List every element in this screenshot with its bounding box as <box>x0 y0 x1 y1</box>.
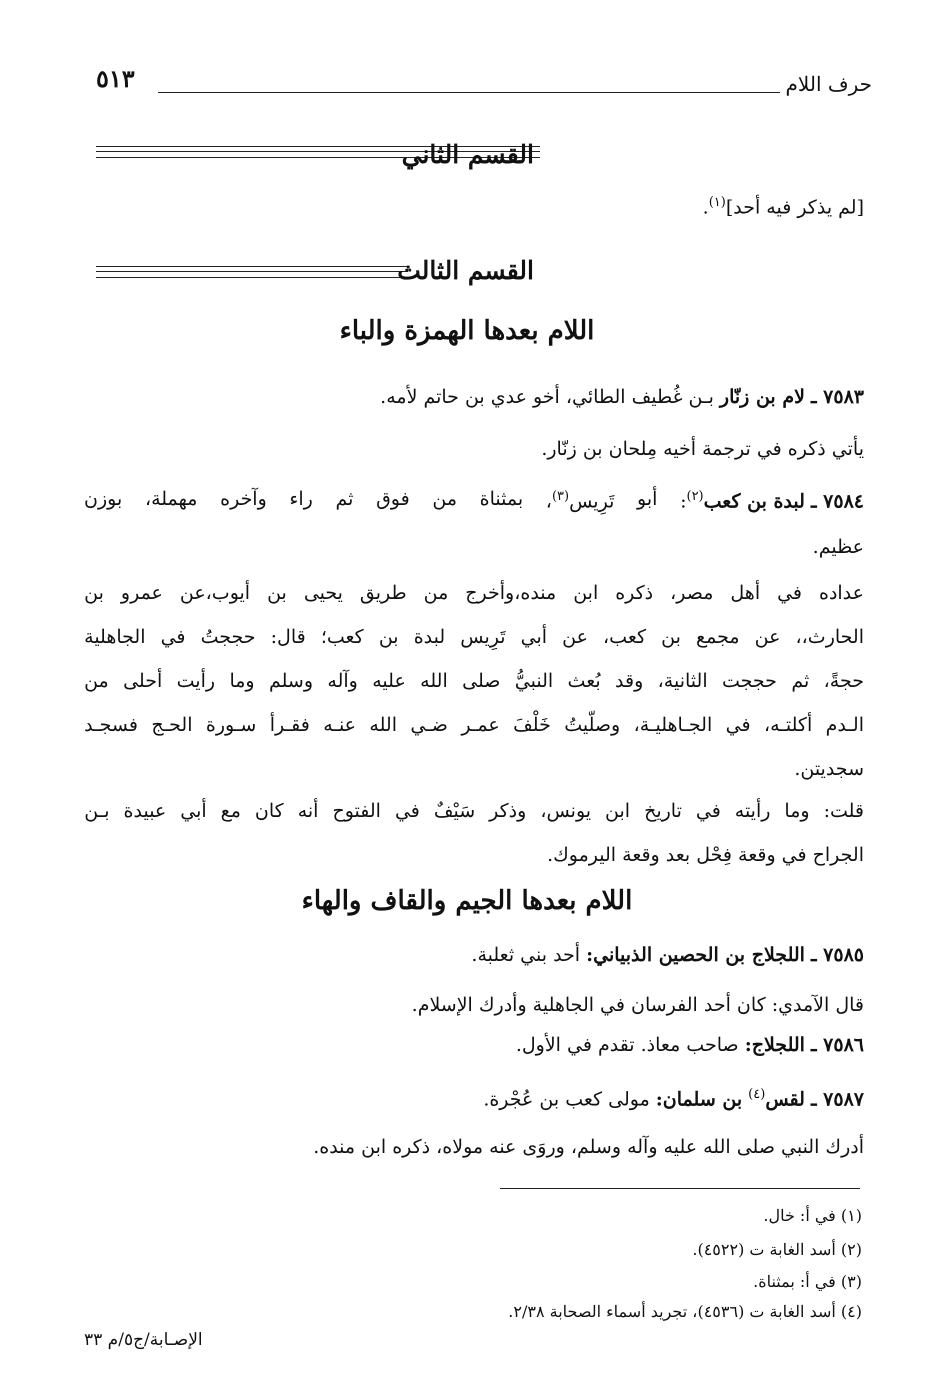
entry-head <box>680 490 864 511</box>
word: أهل <box>730 582 761 604</box>
entry-number: ٧٥٨٣ ـ <box>810 386 864 408</box>
word: أيوب،عن <box>179 582 251 604</box>
word: حجةً، <box>823 670 864 692</box>
footnote-4: (٤) أسد الغابة ت (٤٥٣٦)، تجريد أسماء الصحابة ٢/٣٨. <box>508 1302 862 1321</box>
word: أبي <box>520 626 548 648</box>
word: سـورة <box>205 714 257 736</box>
subtitle-hamza-baa: اللام بعدها الهمزة والباء <box>339 316 595 346</box>
word: عمرو <box>120 582 163 604</box>
word: في <box>777 582 802 604</box>
word: ثم <box>791 670 810 692</box>
entry-7585-line2: قال الآمدي: كان أحد الفرسان في الجاهلية وأدرك الإسلام. <box>411 994 864 1016</box>
word: حججتُ <box>200 626 256 648</box>
entry-name: اللجلاج: <box>744 1034 805 1056</box>
word: وذكر <box>489 800 527 822</box>
word: الحارث،، <box>795 626 864 648</box>
word: ابن <box>605 800 631 822</box>
word: كعب، <box>603 626 647 648</box>
word: منده،وأخرج <box>465 582 557 604</box>
word: الجاهلية <box>84 626 146 648</box>
word: فوق <box>376 488 410 510</box>
word: وآخره <box>220 488 267 510</box>
entry-7584-line2: عظيم. <box>812 536 864 558</box>
word: أكلتـه، <box>763 714 813 736</box>
entry-name: لقس <box>765 1088 805 1111</box>
word: وما <box>229 670 255 692</box>
entry-7583-line2: يأتي ذكره في ترجمة أخيه مِلحان بن زنّار. <box>541 438 864 460</box>
entry-text: مولى كعب بن عُجْرة. <box>483 1088 650 1111</box>
word: رأيت <box>176 670 216 692</box>
word: مصر، <box>670 582 714 604</box>
entry-7587-line2: أدرك النبي صلى الله عليه وآله وسلم، وروَى عنه مولاه، ذكره ابن منده. <box>313 1136 864 1158</box>
entry-text: صاحب معاذ. تقدم في الأول. <box>515 1034 739 1056</box>
header-rule <box>158 92 780 93</box>
word: حججت <box>722 670 777 692</box>
footnote-ref: (٣) <box>551 489 570 504</box>
word: بن <box>267 582 287 604</box>
word: مع <box>220 800 241 822</box>
word: من <box>423 582 449 604</box>
word: قلت: <box>823 800 864 822</box>
entry-number: ٧٥٨٦ ـ <box>810 1034 864 1056</box>
section3-rule <box>96 266 408 278</box>
word: بن <box>84 582 104 604</box>
word: ضـي <box>410 714 448 736</box>
word: وصلّيتُ <box>564 714 621 736</box>
word: عنـه <box>323 714 357 736</box>
entry-number: ٧٥٨٥ ـ <box>810 944 864 966</box>
word: مجمع <box>696 626 740 648</box>
word: الله <box>369 714 397 736</box>
entry-name: لبدة بن كعب <box>703 490 805 513</box>
word: أبي <box>180 800 207 822</box>
footnote-ref: (٤) <box>748 1087 766 1102</box>
word: أبو <box>637 488 658 510</box>
footnote-rule <box>500 1188 860 1189</box>
word: وآله <box>327 670 358 692</box>
word <box>546 490 615 511</box>
paragraph-line <box>84 672 864 691</box>
section2-note <box>703 196 864 217</box>
page-number: ٥١٣ <box>96 64 135 93</box>
footer-signature: الإصـابة/ج٥/م ٣٣ <box>84 1330 203 1350</box>
word: عليه <box>372 670 406 692</box>
footnote-ref: (٢) <box>686 489 704 504</box>
word: الـدم <box>825 714 864 736</box>
word: : <box>680 490 687 513</box>
word: تاريخ <box>644 800 682 822</box>
entry-number: ٧٥٨٤ ـ <box>810 490 864 513</box>
word: تَرِيس <box>460 626 506 648</box>
word: بمثناة <box>479 488 524 510</box>
word: في <box>394 800 420 822</box>
paragraph-last-line: الجراح في وقعة فِحْل بعد وقعة اليرموك. <box>547 844 864 866</box>
word: صلى <box>462 670 501 692</box>
entry-name: اللجلاج بن الحصين الذبياني: <box>586 944 805 966</box>
word: ابن <box>573 582 599 604</box>
entry-text: بـن غُطيف الطائي، أخو عدي بن حاتم لأمه. <box>380 386 714 408</box>
word: راء <box>289 488 313 510</box>
word: من <box>432 488 457 510</box>
word: مهملة، <box>144 488 198 510</box>
word: لبدة <box>413 626 446 648</box>
word: كعب؛ <box>320 626 364 648</box>
footnote-ref: (١) <box>708 195 726 210</box>
word: وقد <box>615 670 644 692</box>
word: فسجـد <box>84 714 138 736</box>
entry-name: لام بن زنّار <box>719 386 805 408</box>
paragraph-line <box>84 628 864 647</box>
word: خَلْفَ <box>513 714 551 736</box>
word: النبيُّ <box>514 670 554 692</box>
word: ثم <box>335 488 354 510</box>
word: بوزن <box>84 488 123 510</box>
note-text: [لم يذكر فيه أحد] <box>725 196 864 219</box>
section3-title: القسم الثالث <box>397 256 534 285</box>
running-title: حرف اللام <box>785 72 872 96</box>
word: بُعث <box>567 670 601 692</box>
word: عن <box>754 626 781 648</box>
word: ذكره <box>615 582 654 604</box>
word: أنه <box>297 800 319 822</box>
entry-number: ٧٥٨٧ ـ <box>810 1088 864 1111</box>
word: قال: <box>270 626 306 648</box>
word: الله <box>420 670 448 692</box>
word: بـن <box>84 800 110 822</box>
subtitle-jim-qaf-haa: اللام بعدها الجيم والقاف والهاء <box>301 886 633 916</box>
section2-title: القسم الثاني <box>401 140 534 169</box>
paragraph-line <box>84 584 864 603</box>
footnote-1: (١) في أ: خال. <box>763 1206 862 1225</box>
footnote-2: (٢) أسد الغابة ت (٤٥٢٢). <box>692 1240 862 1259</box>
word: كان <box>254 800 284 822</box>
word: الفتوح <box>332 800 381 822</box>
word: طريق <box>359 582 407 604</box>
word: وسلم <box>268 670 314 692</box>
word: سَيْفٌ <box>433 800 476 822</box>
word: عداده <box>818 582 864 604</box>
word: عن <box>562 626 588 648</box>
word: في <box>725 714 751 736</box>
word: الثانية، <box>657 670 708 692</box>
entry-7586 <box>516 1036 864 1055</box>
word: يحيى <box>303 582 343 604</box>
entry-7584 <box>84 490 864 511</box>
footnote-3: (٣) في أ: بمثناة. <box>753 1272 862 1291</box>
entry-7585 <box>471 946 864 965</box>
word: فقـرأ <box>269 714 310 736</box>
word: في <box>160 626 186 648</box>
word-part: تَرِيس <box>569 490 615 513</box>
word-part: ، <box>545 490 552 513</box>
note-end: . <box>702 196 709 219</box>
entry-7583 <box>380 388 864 407</box>
paragraph-line <box>84 716 864 735</box>
word: بن <box>661 626 681 648</box>
word: وما <box>784 800 810 822</box>
word: عبيدة <box>123 800 167 822</box>
word: الحـج <box>151 714 193 736</box>
paragraph-line <box>84 802 864 821</box>
paragraph-last-line: سجديتن. <box>794 758 864 780</box>
word: يونس، <box>540 800 592 822</box>
entry-text: أحد بني ثعلبة. <box>471 944 581 966</box>
word: أحلى <box>123 670 163 692</box>
word: رأيته <box>734 800 771 822</box>
word: بن <box>378 626 399 648</box>
word: الجـاهليـة، <box>633 714 713 736</box>
entry-7587 <box>483 1088 864 1109</box>
word: في <box>695 800 721 822</box>
entry-name: بن سلمان: <box>655 1088 743 1111</box>
word: عمـر <box>461 714 500 736</box>
word: من <box>84 670 109 692</box>
